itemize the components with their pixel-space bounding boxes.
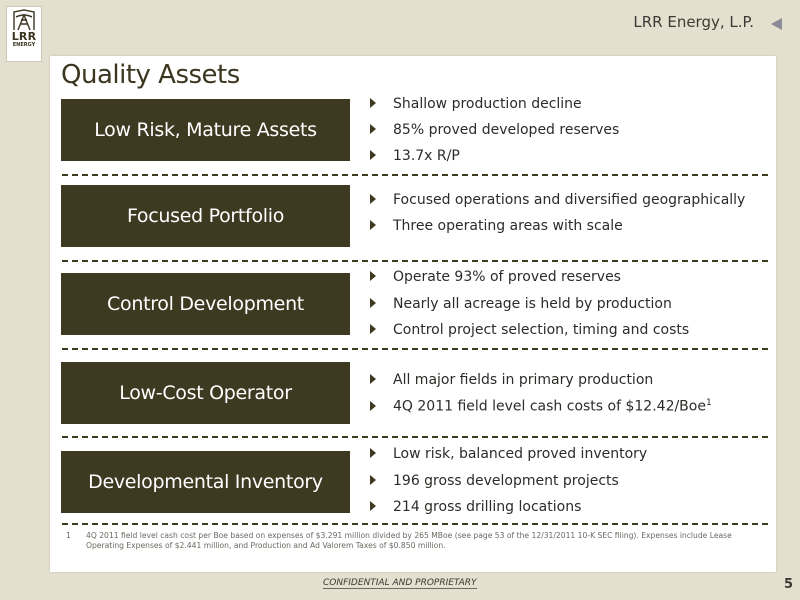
section-label: Developmental Inventory [88,471,323,493]
bullet-item: 13.7x R/P [370,148,460,164]
footnote-marker: 1 [705,398,712,408]
bullet-item: 214 gross drilling locations [370,499,581,515]
back-arrow-icon[interactable] [771,18,782,30]
section-label: Low-Cost Operator [119,382,292,404]
section-label: Focused Portfolio [126,205,285,227]
bullet-item: Nearly all acreage is held by production [370,296,672,312]
section-label-box [61,273,350,335]
bullet-item: Focused operations and diversified geographically [370,192,745,208]
section-divider [62,436,768,438]
footnote-number: 1 [66,531,71,540]
section-label-box [61,99,350,161]
section-label-box [61,362,350,424]
bullet-item: 85% proved developed reserves [370,122,619,138]
bullet-arrow-icon [370,298,376,308]
section-label: Low Risk, Mature Assets [94,119,317,141]
bullet-item: Three operating areas with scale [370,218,623,234]
section-label: Control Development [107,293,304,315]
company-logo [6,6,42,62]
bullet-arrow-icon [370,150,376,160]
bullet-arrow-icon [370,475,376,485]
bullet-item: Operate 93% of proved reserves [370,269,621,285]
section-label-box [61,451,350,513]
oil-derrick-icon [12,9,36,31]
bullet-item: Shallow production decline [370,96,582,112]
section-divider [62,174,768,176]
bullet-arrow-icon [370,194,376,204]
section-divider [62,348,768,350]
bullet-item: All major fields in primary production [370,372,653,388]
page-number: 5 [783,577,793,592]
bullet-arrow-icon [370,374,376,384]
page-title: Quality Assets [61,60,240,90]
bullet-arrow-icon [370,401,376,411]
bullet-arrow-icon [370,448,376,458]
logo-subtext: ENERGY [12,42,36,48]
bullet-arrow-icon [370,124,376,134]
bullet-item: Low risk, balanced proved inventory [370,446,647,462]
footnote-text: 4Q 2011 field level cash cost per Boe based on expenses of $3.291 million divided by 265 MBoe (see page 53 of the 12/31/2011 10-K SEC filing). Expenses include Lease Operating Expenses of $2.441 million, and Production and Ad Valorem Taxes of $0.850 million. [86,531,732,550]
bullet-arrow-icon [370,98,376,108]
bullet-arrow-icon [370,324,376,334]
section-divider [62,523,768,525]
section-divider [62,260,768,262]
bullet-item: Control project selection, timing and costs [370,322,689,338]
company-name: LRR Energy, L.P. [633,13,754,31]
confidential-label: CONFIDENTIAL AND PROPRIETARY [323,578,477,588]
bullet-arrow-icon [370,271,376,281]
bullet-item: 196 gross development projects [370,473,619,489]
bullet-arrow-icon [370,501,376,511]
bullet-arrow-icon [370,220,376,230]
logo-text: LRR [11,30,37,43]
bullet-item: 4Q 2011 field level cash costs of $12.42/Boe$^1$ [370,398,712,415]
section-label-box [61,185,350,247]
